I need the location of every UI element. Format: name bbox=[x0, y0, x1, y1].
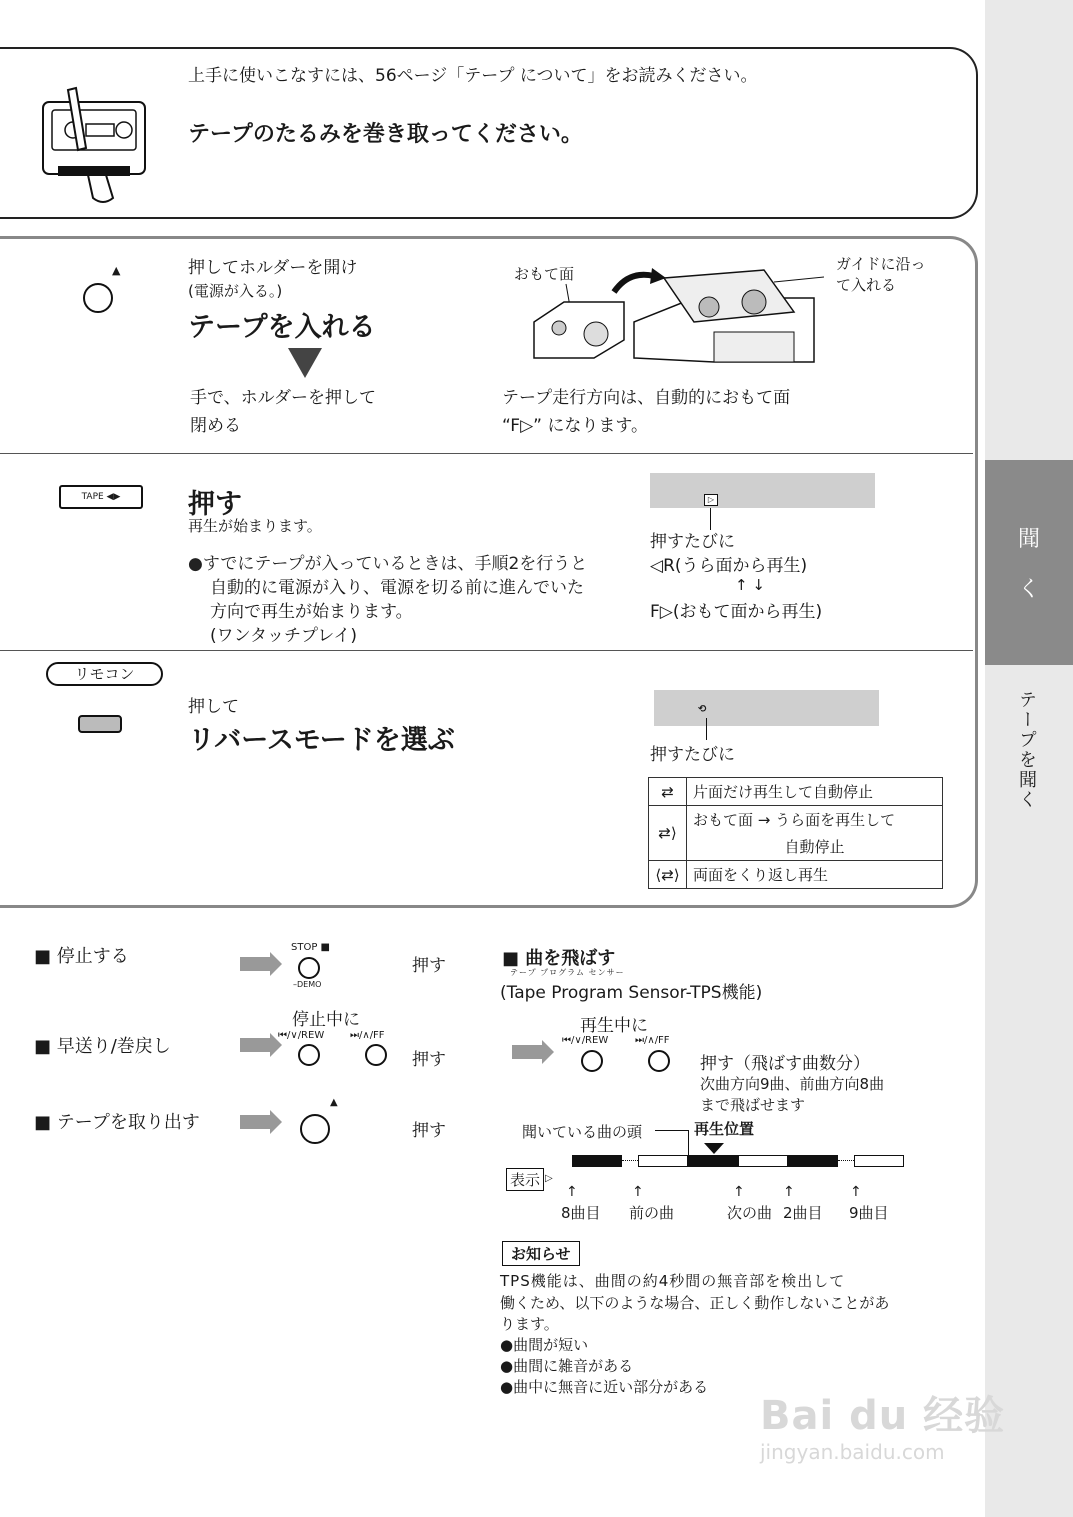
during-stop-label: 停止中に bbox=[292, 1010, 360, 1030]
sidebar-kanji-2: く bbox=[1017, 577, 1040, 602]
mode-row bbox=[649, 806, 943, 834]
mode-row bbox=[649, 833, 943, 861]
notice-title: お知らせ bbox=[502, 1241, 580, 1266]
down-arrow-icon bbox=[288, 348, 322, 378]
head-leader bbox=[655, 1130, 689, 1131]
step2-reverse: ◁R(うら面から再生) bbox=[650, 556, 808, 576]
mode-text: 両面をくり返し再生 bbox=[687, 861, 943, 889]
track-segment bbox=[788, 1155, 838, 1167]
display-panel-2 bbox=[654, 690, 879, 726]
step1-line2: (電源が入る。) bbox=[188, 282, 283, 300]
track-2: 2曲目 bbox=[783, 1204, 823, 1222]
reverse-mode-table bbox=[648, 777, 943, 889]
step1-heading: テープを入れる bbox=[188, 312, 376, 343]
divider-2 bbox=[0, 650, 973, 651]
step2-bullet1: ●すでにテープが入っているときは、手順2を行うと bbox=[188, 554, 588, 574]
step2-arrows: ↑ ↓ bbox=[735, 576, 765, 594]
skip-heading: ■ 曲を飛ばす bbox=[502, 948, 616, 969]
track-segment bbox=[854, 1155, 904, 1167]
op-ffrew-label: ■ 早送り/巻戻し bbox=[34, 1036, 171, 1057]
rew-button-label: ⏮/∨/REW bbox=[278, 1030, 325, 1041]
skip-rew-label: ⏮/∨/REW bbox=[562, 1035, 609, 1046]
skip-push-count: 押す（飛ばす曲数分） bbox=[700, 1054, 870, 1074]
mode-text: 片面だけ再生して自動停止 bbox=[687, 778, 943, 806]
reverse-mode-indicator: ⟲ bbox=[698, 704, 707, 715]
up-arrow-icon: ↑ bbox=[733, 1184, 745, 1200]
step3-pre: 押して bbox=[188, 697, 239, 717]
step2-bullet3: 方向で再生が始まります。 bbox=[210, 602, 413, 622]
skip-rew-button[interactable] bbox=[581, 1050, 603, 1072]
label-front-side: おもて面 bbox=[514, 265, 575, 283]
op-stop-push: 押す bbox=[412, 956, 446, 976]
play-position-label: 再生位置 bbox=[694, 1120, 755, 1138]
demo-label: –DEMO bbox=[293, 980, 322, 989]
step2-each-press: 押すたびに bbox=[650, 532, 735, 552]
up-arrow-icon: ↑ bbox=[632, 1184, 644, 1200]
ff-button[interactable] bbox=[365, 1044, 387, 1066]
tape-play-button[interactable]: TAPE ◀▶ bbox=[59, 485, 143, 509]
up-arrow-icon: ↑ bbox=[850, 1184, 862, 1200]
step2-heading: 押す bbox=[188, 489, 242, 520]
sidebar-kanji-1: 聞 bbox=[1017, 527, 1040, 552]
step3-each-press: 押すたびに bbox=[650, 745, 735, 765]
track-segment bbox=[638, 1155, 688, 1167]
track-segment bbox=[738, 1155, 788, 1167]
step2-sub: 再生が始まります。 bbox=[188, 517, 322, 535]
arrow-right-icon bbox=[240, 1115, 270, 1129]
remote-label: リモコン bbox=[46, 662, 163, 686]
intro-heading: テープのたるみを巻き取ってください。 bbox=[188, 122, 583, 147]
skip-limit-2: まで飛ばせます bbox=[700, 1096, 806, 1114]
notice-item: ●曲間が短い bbox=[500, 1336, 589, 1354]
track-9: 9曲目 bbox=[849, 1204, 889, 1222]
track-8: 8曲目 bbox=[561, 1204, 601, 1222]
direction-line2: “F▷” になります。 bbox=[502, 416, 648, 436]
mode-text: おもて面 → うら面を再生して bbox=[687, 806, 943, 834]
reverse-mode-button[interactable] bbox=[78, 715, 122, 733]
during-play-label: 再生中に bbox=[580, 1016, 648, 1036]
sidebar-active-tab[interactable] bbox=[985, 460, 1073, 665]
intro-note: 上手に使いこなすには、56ページ「テープ について」をお読みください。 bbox=[188, 66, 758, 86]
eject-button-2[interactable] bbox=[300, 1114, 330, 1144]
track-gap bbox=[838, 1160, 854, 1161]
notice-item: ●曲中に無音に近い部分がある bbox=[500, 1378, 709, 1396]
head-leader-v bbox=[688, 1130, 689, 1155]
rew-button[interactable] bbox=[298, 1044, 320, 1066]
track-segment bbox=[688, 1155, 738, 1167]
skip-limit-1: 次曲方向9曲、前曲方向8曲 bbox=[700, 1075, 885, 1093]
step2-bullet4: (ワンタッチプレイ) bbox=[210, 626, 358, 646]
ff-button-label: ⏭/∧/FF bbox=[350, 1030, 385, 1041]
step3-heading: リバースモードを選ぶ bbox=[188, 725, 455, 756]
step2-bullet2: 自動的に電源が入り、電源を切る前に進んでいた bbox=[210, 578, 584, 598]
track-gap bbox=[622, 1160, 638, 1161]
mode-icon-one-side: ⇄ bbox=[649, 778, 687, 806]
play-position-marker-icon bbox=[704, 1143, 724, 1155]
play-direction-indicator: ▷ bbox=[704, 494, 718, 506]
track-prev: 前の曲 bbox=[629, 1204, 675, 1222]
display-pointer-icon: ▷ bbox=[545, 1173, 553, 1184]
arrow-right-icon bbox=[240, 957, 270, 971]
watermark-url: jingyan.baidu.com bbox=[760, 1440, 945, 1464]
mode-icon-repeat: ⟨⇄⟩ bbox=[649, 861, 687, 889]
eject-button[interactable] bbox=[83, 283, 113, 313]
mode-row bbox=[649, 861, 943, 889]
op-eject-label: ■ テープを取り出す bbox=[34, 1112, 200, 1133]
notice-item: ●曲間に雑音がある bbox=[500, 1357, 634, 1375]
op-eject-push: 押す bbox=[412, 1121, 446, 1141]
eject-symbol: ▲ bbox=[112, 264, 121, 277]
step1-after2: 閉める bbox=[190, 416, 241, 436]
tape-insert-illustration bbox=[524, 262, 824, 368]
label-guide-2: て入れる bbox=[836, 276, 897, 294]
op-ffrew-push: 押す bbox=[412, 1050, 446, 1070]
arrow-right-icon bbox=[240, 1038, 270, 1052]
track-segment bbox=[572, 1155, 622, 1167]
sidebar-vertical-label: テープを聞く bbox=[1016, 690, 1037, 810]
stop-button-label: STOP ■ bbox=[291, 942, 330, 953]
track-next: 次の曲 bbox=[727, 1204, 773, 1222]
mode-text: 自動停止 bbox=[687, 833, 943, 861]
cassette-icon bbox=[38, 80, 158, 210]
notice-body-2: 働くため、以下のような場合、正しく動作しないことがあ bbox=[500, 1294, 890, 1312]
skip-ff-label: ⏭/∧/FF bbox=[635, 1035, 670, 1046]
skip-subtitle: (Tape Program Sensor-TPS機能) bbox=[500, 983, 763, 1003]
skip-ff-button[interactable] bbox=[648, 1050, 670, 1072]
divider-1 bbox=[0, 453, 973, 454]
watermark-brand: Bai du 经验 bbox=[760, 1393, 1006, 1439]
up-arrow-icon: ↑ bbox=[783, 1184, 795, 1200]
direction-line1: テープ走行方向は、自動的におもて面 bbox=[502, 388, 791, 408]
notice-body-1: TPS機能は、曲間の約4秒間の無音部を検出して bbox=[500, 1272, 846, 1290]
eject-symbol-2: ▲ bbox=[330, 1097, 338, 1108]
head-label: 聞いている曲の頭 bbox=[522, 1123, 643, 1141]
skip-ruby: テープ プログラム センサー bbox=[510, 968, 625, 977]
up-arrow-icon: ↑ bbox=[566, 1184, 578, 1200]
mode-icon-both-stop: ⇄⟩ bbox=[649, 806, 687, 861]
step2-forward: F▷(おもて面から再生) bbox=[650, 602, 823, 622]
step1-after1: 手で、ホルダーを押して bbox=[190, 388, 376, 408]
arrow-right-icon bbox=[512, 1045, 542, 1059]
step1-line1: 押してホルダーを開け bbox=[188, 258, 358, 278]
label-guide-1: ガイドに沿っ bbox=[836, 255, 926, 273]
notice-body-3: ります。 bbox=[500, 1315, 559, 1333]
display-label: 表示 bbox=[506, 1168, 544, 1191]
stop-button[interactable] bbox=[298, 957, 320, 979]
display-panel-1 bbox=[650, 473, 875, 508]
display-leader-2 bbox=[706, 718, 707, 740]
mode-row bbox=[649, 778, 943, 806]
op-stop-label: ■ 停止する bbox=[34, 946, 129, 967]
